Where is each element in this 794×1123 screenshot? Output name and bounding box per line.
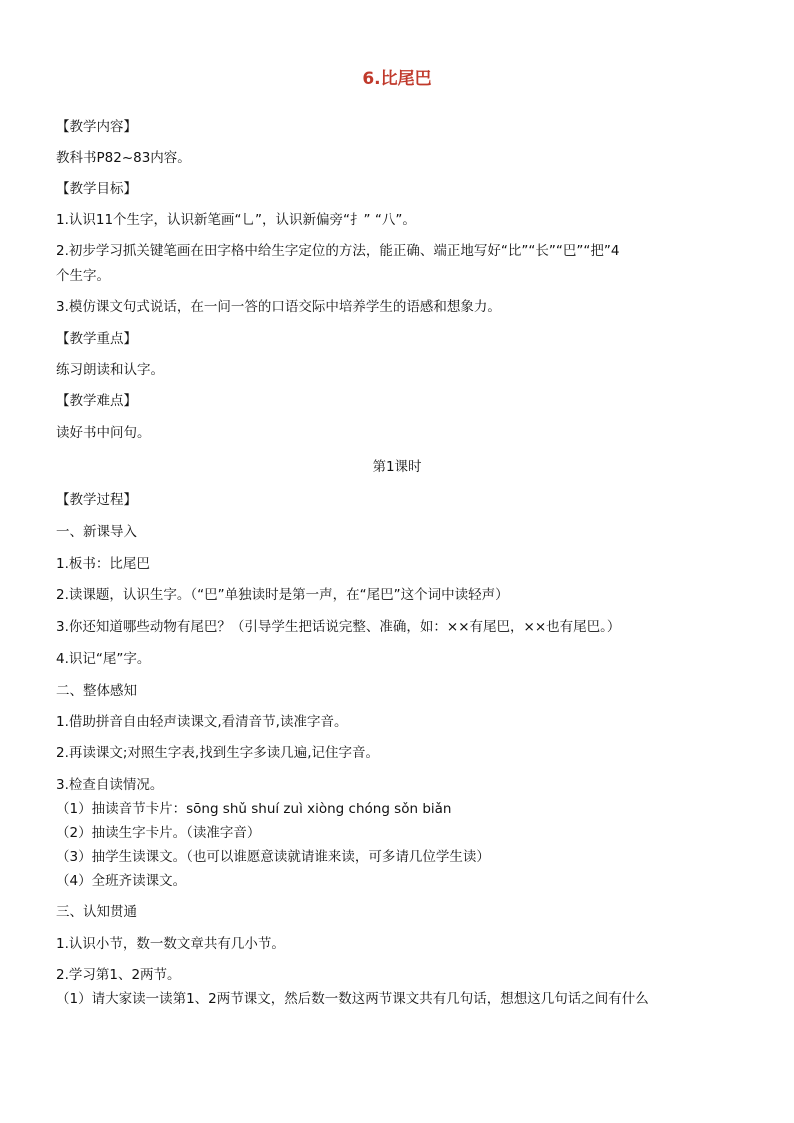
process-subitem: （1）请大家读一读第1、2两节课文，然后数一数这两节课文共有几句话，想想这几句话之间有什么 (56, 991, 649, 1007)
section-heading-keypoints: 【教学重点】 (56, 331, 137, 347)
subsection-heading: 一、新课导入 (56, 524, 137, 540)
process-item: 2.读课题，认识生字。（“巴”单独读时是第一声，在“尾巴”这个词中读轻声） (56, 587, 509, 603)
goal-item-continued: 个生字。 (56, 268, 110, 284)
process-item: 3.检查自读情况。 (56, 777, 164, 793)
process-item: 2.再读课文;对照生字表,找到生字多读几遍,记住字音。 (56, 745, 380, 761)
process-item: 1.板书：比尾巴 (56, 556, 150, 572)
section-heading-process: 【教学过程】 (56, 492, 137, 508)
process-subitem: （2）抽读生字卡片。（读准字音） (56, 825, 261, 841)
process-item: 1.借助拼音自由轻声读课文,看清音节,读准字音。 (56, 714, 348, 730)
section-heading-difficulties: 【教学难点】 (56, 393, 137, 409)
subsection-heading: 三、认知贯通 (56, 904, 137, 920)
process-item: 4.识记“尾”字。 (56, 651, 151, 667)
process-subitem: （4）全班齐读课文。 (56, 873, 187, 889)
goal-item: 1.认识11个生字，认识新笔画“乚”，认识新偏旁“扌” “八”。 (56, 212, 416, 228)
process-subitem: （1）抽读音节卡片：sōng shǔ shuí zuì xiòng chóng sǒn biǎn (56, 801, 452, 817)
process-subitem: （3）抽学生读课文。（也可以谁愿意读就请谁来读，可多请几位学生读） (56, 849, 490, 865)
keypoints-text: 练习朗读和认字。 (56, 362, 164, 378)
process-item: 2.学习第1、2两节。 (56, 967, 181, 983)
process-item: 3.你还知道哪些动物有尾巴？（引导学生把话说完整、准确，如：××有尾巴，××也有尾巴。） (56, 619, 621, 635)
lesson-label: 第1课时 (372, 459, 422, 475)
content-text: 教科书P82~83内容。 (56, 150, 191, 166)
goal-item: 3.模仿课文句式说话，在一问一答的口语交际中培养学生的语感和想象力。 (56, 299, 501, 315)
page-title: 6.比尾巴 (362, 69, 432, 89)
section-heading-goals: 【教学目标】 (56, 181, 137, 197)
subsection-heading: 二、整体感知 (56, 683, 137, 699)
process-item: 1.认识小节，数一数文章共有几小节。 (56, 936, 285, 952)
goal-item: 2.初步学习抓关键笔画在田字格中给生字定位的方法，能正确、端正地写好“比”“长”“巴”“把”4 (56, 243, 620, 259)
section-heading-content: 【教学内容】 (56, 119, 137, 135)
difficulties-text: 读好书中问句。 (56, 425, 151, 441)
